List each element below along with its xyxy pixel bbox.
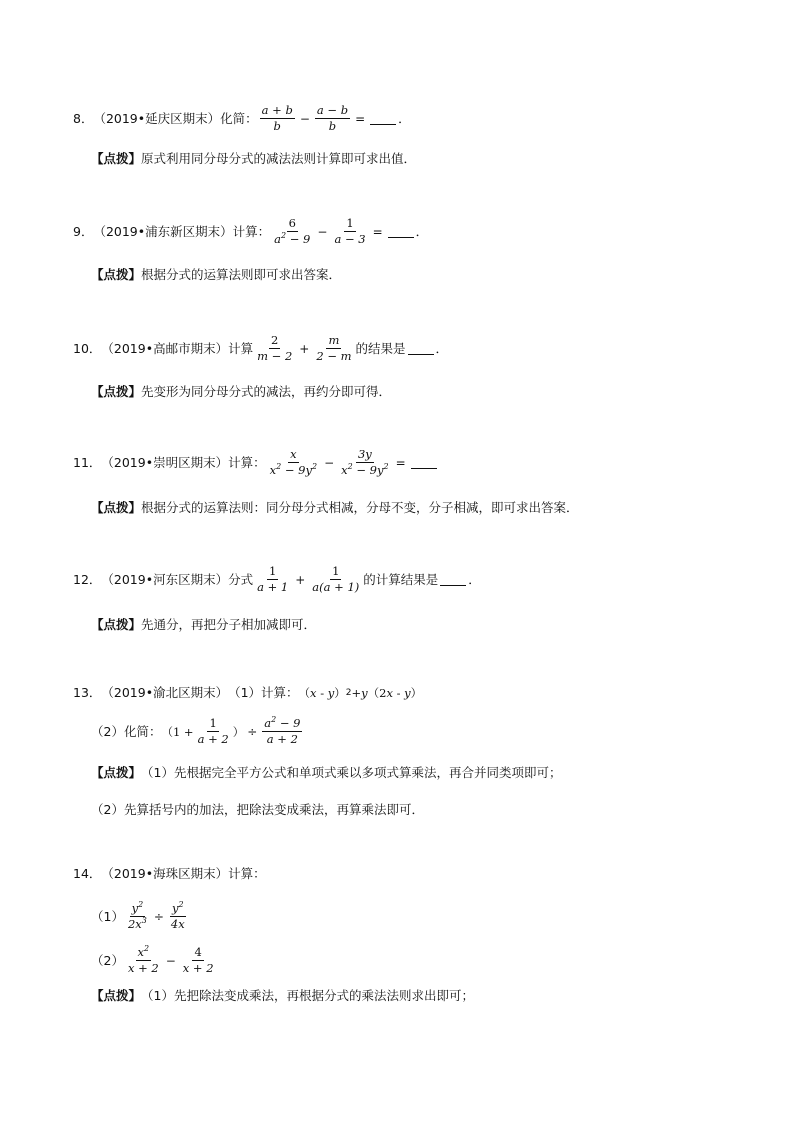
hint-11 [91,499,579,517]
problem-source: （2019•崇明区期末） [101,454,229,470]
problem-number: 8． [73,110,94,126]
problem-13-part-2: （2）化简： （1 + $\frac{1}{a + 2}$ ） ÷ $\frac{a^2 - 9}{a + 2}$ [91,715,301,746]
hint-8 [91,150,416,168]
hint-text: （2）先算括号内的加法，把除法变成乘法，再算乘法即可． [91,802,424,817]
hint-text: 先通分，再把分子相加减即可． [141,617,317,632]
hint-label: 【点拨】 [91,384,142,399]
fraction: $\frac{4}{x + 2}$ [182,945,214,975]
problem-number: 12． [73,571,102,587]
problem-number: 10． [73,340,102,356]
problem-8: 8． （2019•延庆区期末） 化简： $\frac{a + b}{b}$ − $\frac{a - b}{b}$ = ． [73,103,411,133]
problem-13: 13． （2019•渝北区期末） （1）计算： （ x - y ） 2 + y （2 x - y ） [73,685,423,700]
fraction: $\frac{x}{x^2 - 9y^2}$ [269,447,318,477]
problem-9: 9． （2019•浦东新区期末） 计算： $\frac{6}{a^2 - 9}$ − $\frac{1}{a - 3}$ = ． [73,216,429,246]
fraction: $\frac{m}{2 - m}$ [316,333,352,363]
fraction: $\frac{a + b}{b}$ [261,103,293,133]
problem-source: （2019•高邮市期末） [101,340,229,356]
problem-source: （2019•海珠区期末） [101,866,229,881]
answer-blank [370,112,396,125]
hint-9 [91,266,341,284]
hint-label: 【点拨】 [91,765,142,780]
problem-number: 14． [73,866,102,881]
problem-part-2: （2）化简： [91,723,162,739]
hint-text: 根据分式的运算法则：同分母分式相减，分母不变，分子相减，即可求出答案． [141,500,579,515]
problem-source: （2019•河东区期末） [101,571,229,587]
fraction: $\frac{2}{m - 2}$ [257,333,293,363]
problem-source: （2019•渝北区期末） [101,685,229,700]
hint-12 [91,616,316,634]
problem-14-part-2: （2） $\frac{x^2}{x + 2}$ − $\frac{4}{x + 2}$ [91,944,214,975]
fraction: $\frac{y^2}{2x^3}$ [127,900,147,931]
fraction: $\frac{3y}{x^2 - 9y^2}$ [341,447,389,477]
problem-instruction: 计算 [228,340,254,356]
problem-part-2: （2） [91,952,124,968]
fraction: $\frac{a - b}{b}$ [316,103,349,133]
hint-13-line-2 [91,801,424,819]
problem-12: 12． （2019•河东区期末） 分式 $\frac{1}{a + 1}$ + $\frac{1}{a(a + 1)}$ 的计算结果是 ． [73,564,481,594]
problem-instruction: 化简： [220,110,258,126]
hint-label: 【点拨】 [91,500,142,515]
fraction: $\frac{x^2}{x + 2}$ [127,944,159,975]
hint-text: （1）先把除法变成乘法，再根据分式的乘法法则求出即可； [141,988,474,1003]
hint-text: 原式利用同分母分式的减法法则计算即可求出值． [141,151,417,166]
problem-10: 10． （2019•高邮市期末） 计算 $\frac{2}{m - 2}$ + $\frac{m}{2 - m}$ 的结果是 ． [73,333,449,363]
problem-number: 13． [73,685,102,700]
hint-text: 先变形为同分母分式的减法，再约分即可得． [141,384,392,399]
hint-label: 【点拨】 [91,617,142,632]
problem-instruction: 分式 [228,571,254,587]
fraction: $\frac{6}{a^2 - 9}$ [274,216,311,246]
hint-14 [91,987,474,1005]
problem-instruction: 计算： [232,223,271,239]
hint-text: （1）先根据完全平方公式和单项式乘以多项式算乘法，再合并同类项即可； [141,765,562,780]
answer-blank [411,456,437,469]
fraction: $\frac{1}{a - 3}$ [334,216,366,246]
hint-label: 【点拨】 [91,267,142,282]
problem-instruction: 计算： [228,866,266,881]
fraction: $\frac{1}{a(a + 1)}$ [312,564,360,594]
problem-part-1: （1） [91,908,124,924]
fraction: $\frac{y^2}{4x}$ [170,900,185,931]
problem-number: 11． [73,454,102,470]
hint-text: 根据分式的运算法则即可求出答案． [141,267,342,282]
problem-14 [73,865,266,883]
hint-10 [91,383,391,401]
fraction: $\frac{1}{a + 1}$ [257,564,289,594]
answer-blank [388,225,414,238]
problem-part-1: （1）计算： [228,685,299,700]
fraction: $\frac{a^2 - 9}{a + 2}$ [264,715,301,746]
problem-source: （2019•延庆区期末） [93,110,221,126]
answer-blank [408,342,434,355]
problem-number: 9． [73,223,94,239]
problem-14-part-1: （1） $\frac{y^2}{2x^3}$ ÷ $\frac{y^2}{4x}$ [91,900,185,931]
problem-instruction: 计算： [228,454,266,470]
hint-label: 【点拨】 [91,988,142,1003]
hint-13 [91,764,561,782]
fraction: $\frac{1}{a + 2}$ [197,716,229,746]
problem-11: 11． （2019•崇明区期末） 计算： $\frac{x}{x^2 - 9y^2}$ − $\frac{3y}{x^2 - 9y^2}$ = [73,447,439,478]
answer-blank [440,573,466,586]
problem-source: （2019•浦东新区期末） [93,223,233,239]
hint-label: 【点拨】 [91,151,142,166]
